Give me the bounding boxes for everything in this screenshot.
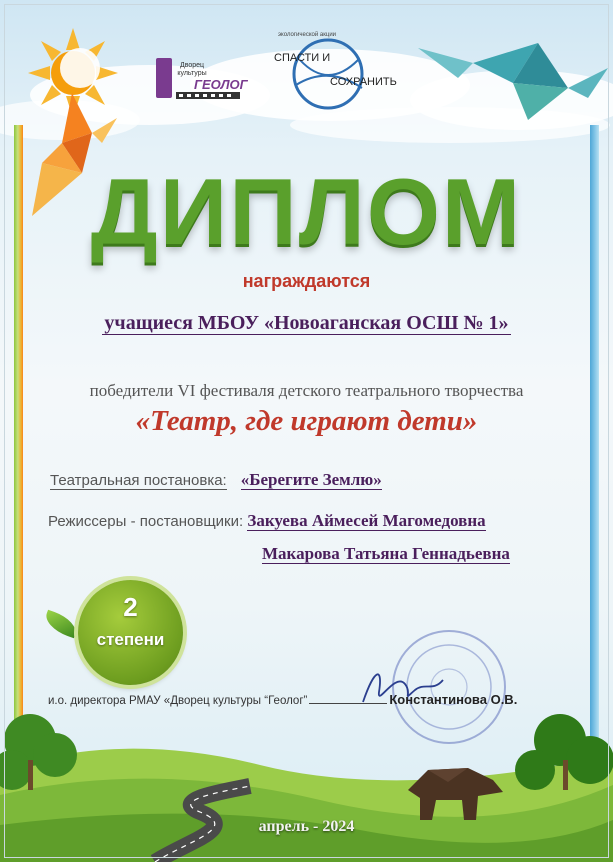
winners-line: победители VI фестиваля детского театрального творчества <box>89 381 524 400</box>
campaign-text-b: СОХРАНИТЬ <box>330 76 397 88</box>
landscape <box>0 700 613 862</box>
director-name-2: Макарова Татьяна Геннадьевна <box>262 544 510 563</box>
director-row-2 <box>262 544 510 564</box>
production-label: Театральная постановка: <box>50 472 227 489</box>
origami-bird-icon <box>418 28 608 123</box>
campaign-logo <box>270 30 397 112</box>
diploma-title: ДИПЛОМ <box>90 159 523 264</box>
degree-number: 2 <box>123 592 138 622</box>
geolog-small-text: Дворец культуры <box>177 62 207 77</box>
signature-position: и.о. директора РМАУ «Дворец культуры “Геолог” <box>48 695 308 707</box>
date-text: апрель - 2024 <box>258 818 355 835</box>
production-row <box>50 470 382 490</box>
geolog-logo <box>152 52 248 104</box>
directors-label: Режиссеры - постановщики: <box>48 513 244 530</box>
production-value: «Берегите Землю» <box>240 470 382 489</box>
recipient <box>0 312 613 335</box>
festival-name: «Театр, где играют дети» <box>135 405 478 437</box>
director-name-1: Закуева Аймесей Магомедовна <box>247 511 486 530</box>
directors-row <box>48 511 486 531</box>
campaign-top-text: экологической акции <box>278 32 337 38</box>
degree-text: степени <box>96 630 165 649</box>
signature-name: Константинова О.В. <box>389 692 518 707</box>
recipient-text: учащиеся МБОУ «Новоаганская ОСШ № 1» <box>104 312 509 334</box>
campaign-text-a: СПАСТИ И <box>274 52 331 64</box>
leaf-icon <box>42 610 80 639</box>
geolog-text: ГЕОЛОГ <box>194 77 248 92</box>
bear-icon <box>398 762 508 824</box>
degree-badge <box>78 580 183 685</box>
awarded-label: награждаются <box>242 271 371 291</box>
